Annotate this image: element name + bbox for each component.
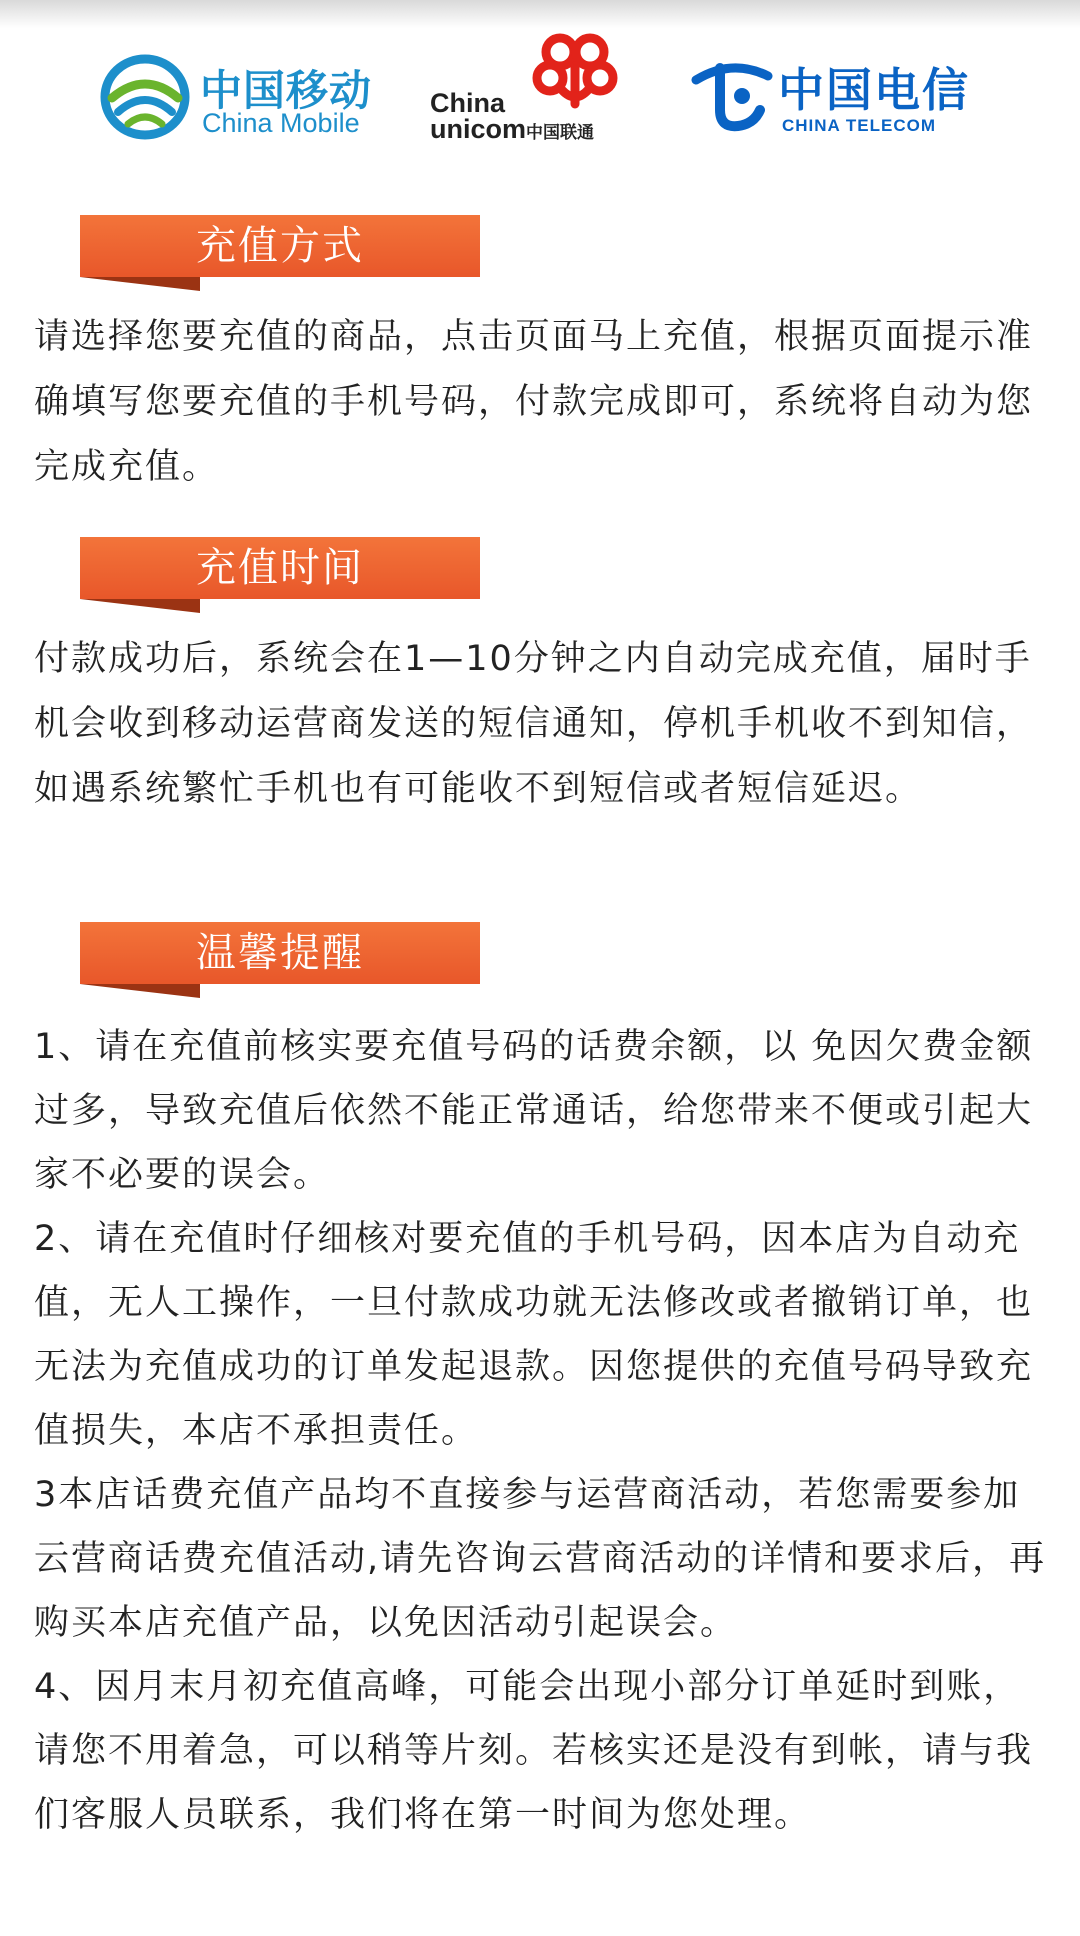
section-banner-recharge-time	[75, 537, 480, 612]
china-unicom-en-line2: unicom	[430, 114, 527, 144]
china-unicom-cn: 中国联通	[526, 123, 595, 143]
banner-fold	[80, 984, 200, 998]
paragraph: 付款成功后，系统会在1—10分钟之内自动完成充值，届时手机会收到移动运营商发送的短信通知，停机手机收不到知信，如遇系统繁忙手机也有可能收不到短信或者短信延迟。	[34, 639, 1034, 809]
china-telecom-logo	[690, 52, 980, 142]
china-unicom-line2	[430, 114, 594, 145]
china-mobile-logo	[100, 52, 380, 142]
section-banner-recharge-method	[75, 215, 480, 290]
tip-item-1: 1、请在充值前核实要充值号码的话费余额，以 免因欠费金额过多，导致充值后依然不能正常通话，给您带来不便或引起大家不必要的误会。	[34, 1027, 1034, 1195]
carrier-logos	[0, 30, 1080, 170]
china-mobile-cn: 中国移动	[200, 66, 373, 115]
section-title: 充值方式	[196, 223, 364, 269]
section-body-recharge-time	[34, 627, 1054, 822]
section-title: 充值时间	[196, 545, 364, 591]
banner-fold	[80, 599, 200, 613]
section-banner-warm-tips	[75, 922, 480, 997]
tip-item-4: 4、因月末月初充值高峰，可能会出现小部分订单延时到账，请您不用着急，可以稍等片刻。若核实还是没有到帐，请与我们客服人员联系，我们将在第一时间为您处理。	[34, 1667, 1034, 1835]
china-telecom-icon	[690, 56, 774, 136]
section-title: 温馨提醒	[196, 930, 364, 976]
tip-item-3: 3本店话费充值产品均不直接参与运营商活动，若您需要参加云营商话费充值活动,请先咨询云营商活动的详情和要求后，再购买本店充值产品，以免因活动引起误会。	[34, 1475, 1047, 1643]
banner-fold	[80, 277, 200, 291]
china-unicom-logo	[425, 30, 635, 150]
tip-item-2: 2、请在充值时仔细核对要充值的手机号码，因本店为自动充值，无人工操作，一旦付款成功就无法修改或者撤销订单，也无法为充值成功的订单发起退款。因您提供的充值号码导致充值损失，本店不承担责任。	[34, 1219, 1034, 1451]
china-mobile-icon	[100, 52, 190, 142]
section-body-recharge-method	[34, 305, 1054, 500]
china-mobile-en: China Mobile	[202, 108, 360, 138]
china-telecom-en: CHINA TELECOM	[782, 116, 937, 135]
china-unicom-icon	[520, 30, 630, 110]
paragraph: 请选择您要充值的商品，点击页面马上充值，根据页面提示准确填写您要充值的手机号码，付款完成即可，系统将自动为您完成充值。	[34, 317, 1034, 487]
section-body-warm-tips	[34, 1015, 1054, 1847]
china-unicom-en-line1: China	[430, 88, 506, 118]
china-telecom-cn: 中国电信	[778, 63, 970, 117]
top-shadow	[0, 0, 1080, 28]
